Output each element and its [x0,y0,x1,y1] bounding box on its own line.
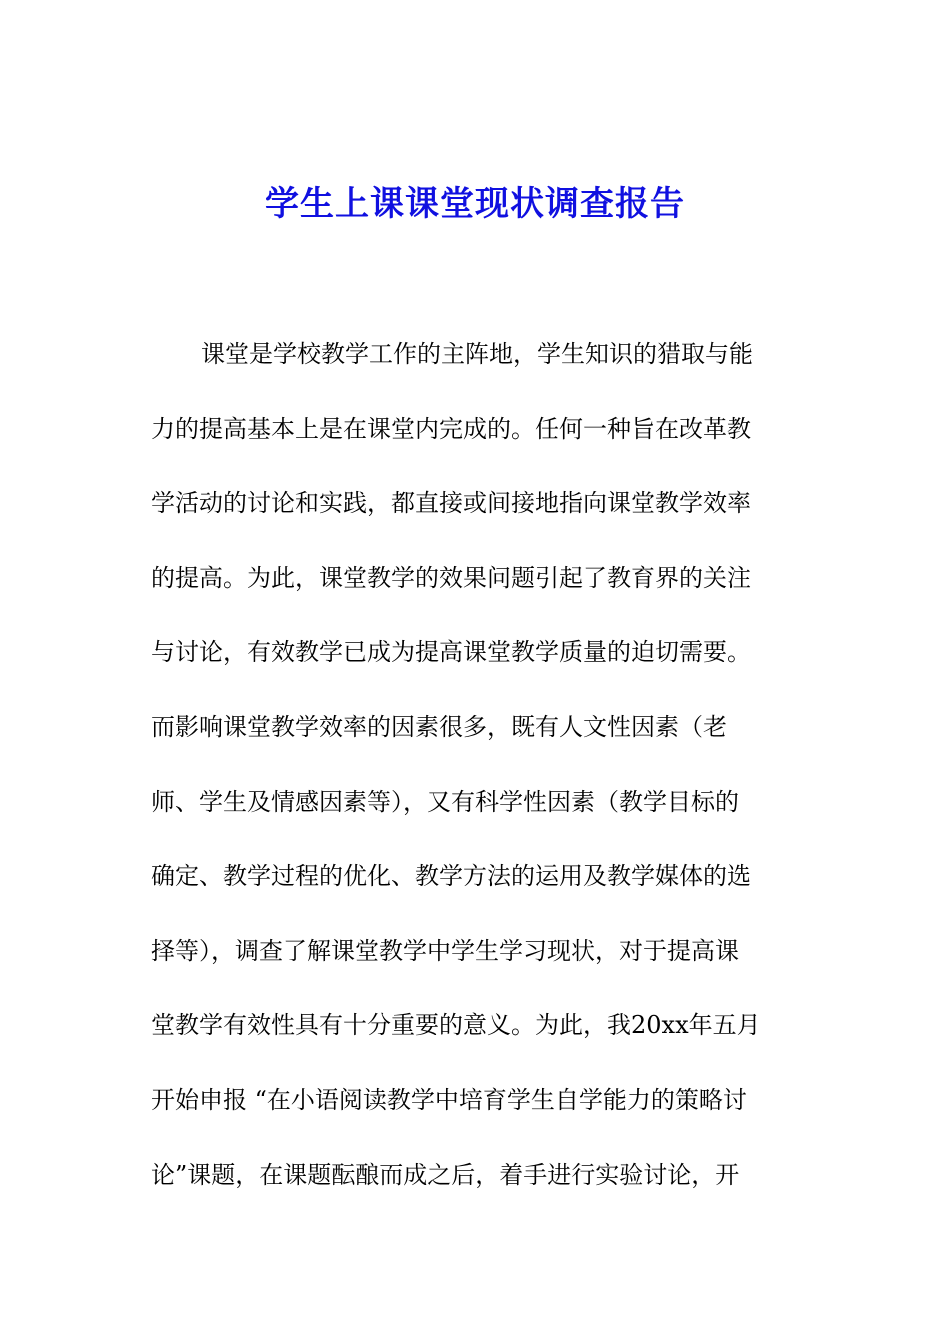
text-line: 力的提高基本上是在课堂内完成的。任何一种旨在改革教 [151,414,751,443]
text-line: 学活动的讨论和实践，都直接或间接地指向课堂教学效率 [151,489,751,518]
text-line: 而影响课堂教学效率的因素很多，既有人文性因素（老 [151,712,727,741]
document-title: 学生上课课堂现状调查报告 [265,184,685,224]
text-line: 论”课题，在课题酝酿而成之后，着手进行实验讨论，开 [151,1160,740,1189]
text-line: 课堂是学校教学工作的主阵地，学生知识的猎取与能 [201,340,753,368]
text-line: 的提高。为此，课堂教学的效果问题引起了教育界的关注 [151,563,751,592]
text-line: 确定、教学过程的优化、教学方法的运用及教学媒体的选 [151,862,751,891]
text-line: 与讨论，有效教学已成为提高课堂教学质量的迫切需要。 [151,638,751,667]
document-body [151,324,806,1219]
text-line: 择等），调查了解课堂教学中学生学习现状，对于提高课 [151,936,739,965]
text-line: 师、学生及情感因素等），又有科学性因素（教学目标的 [151,787,739,816]
text-line: 堂教学有效性具有十分重要的意义。为此，我20xx年五月 [151,1011,761,1040]
text-line: 开始申报 “在小语阅读教学中培育学生自学能力的策略讨 [151,1085,747,1114]
